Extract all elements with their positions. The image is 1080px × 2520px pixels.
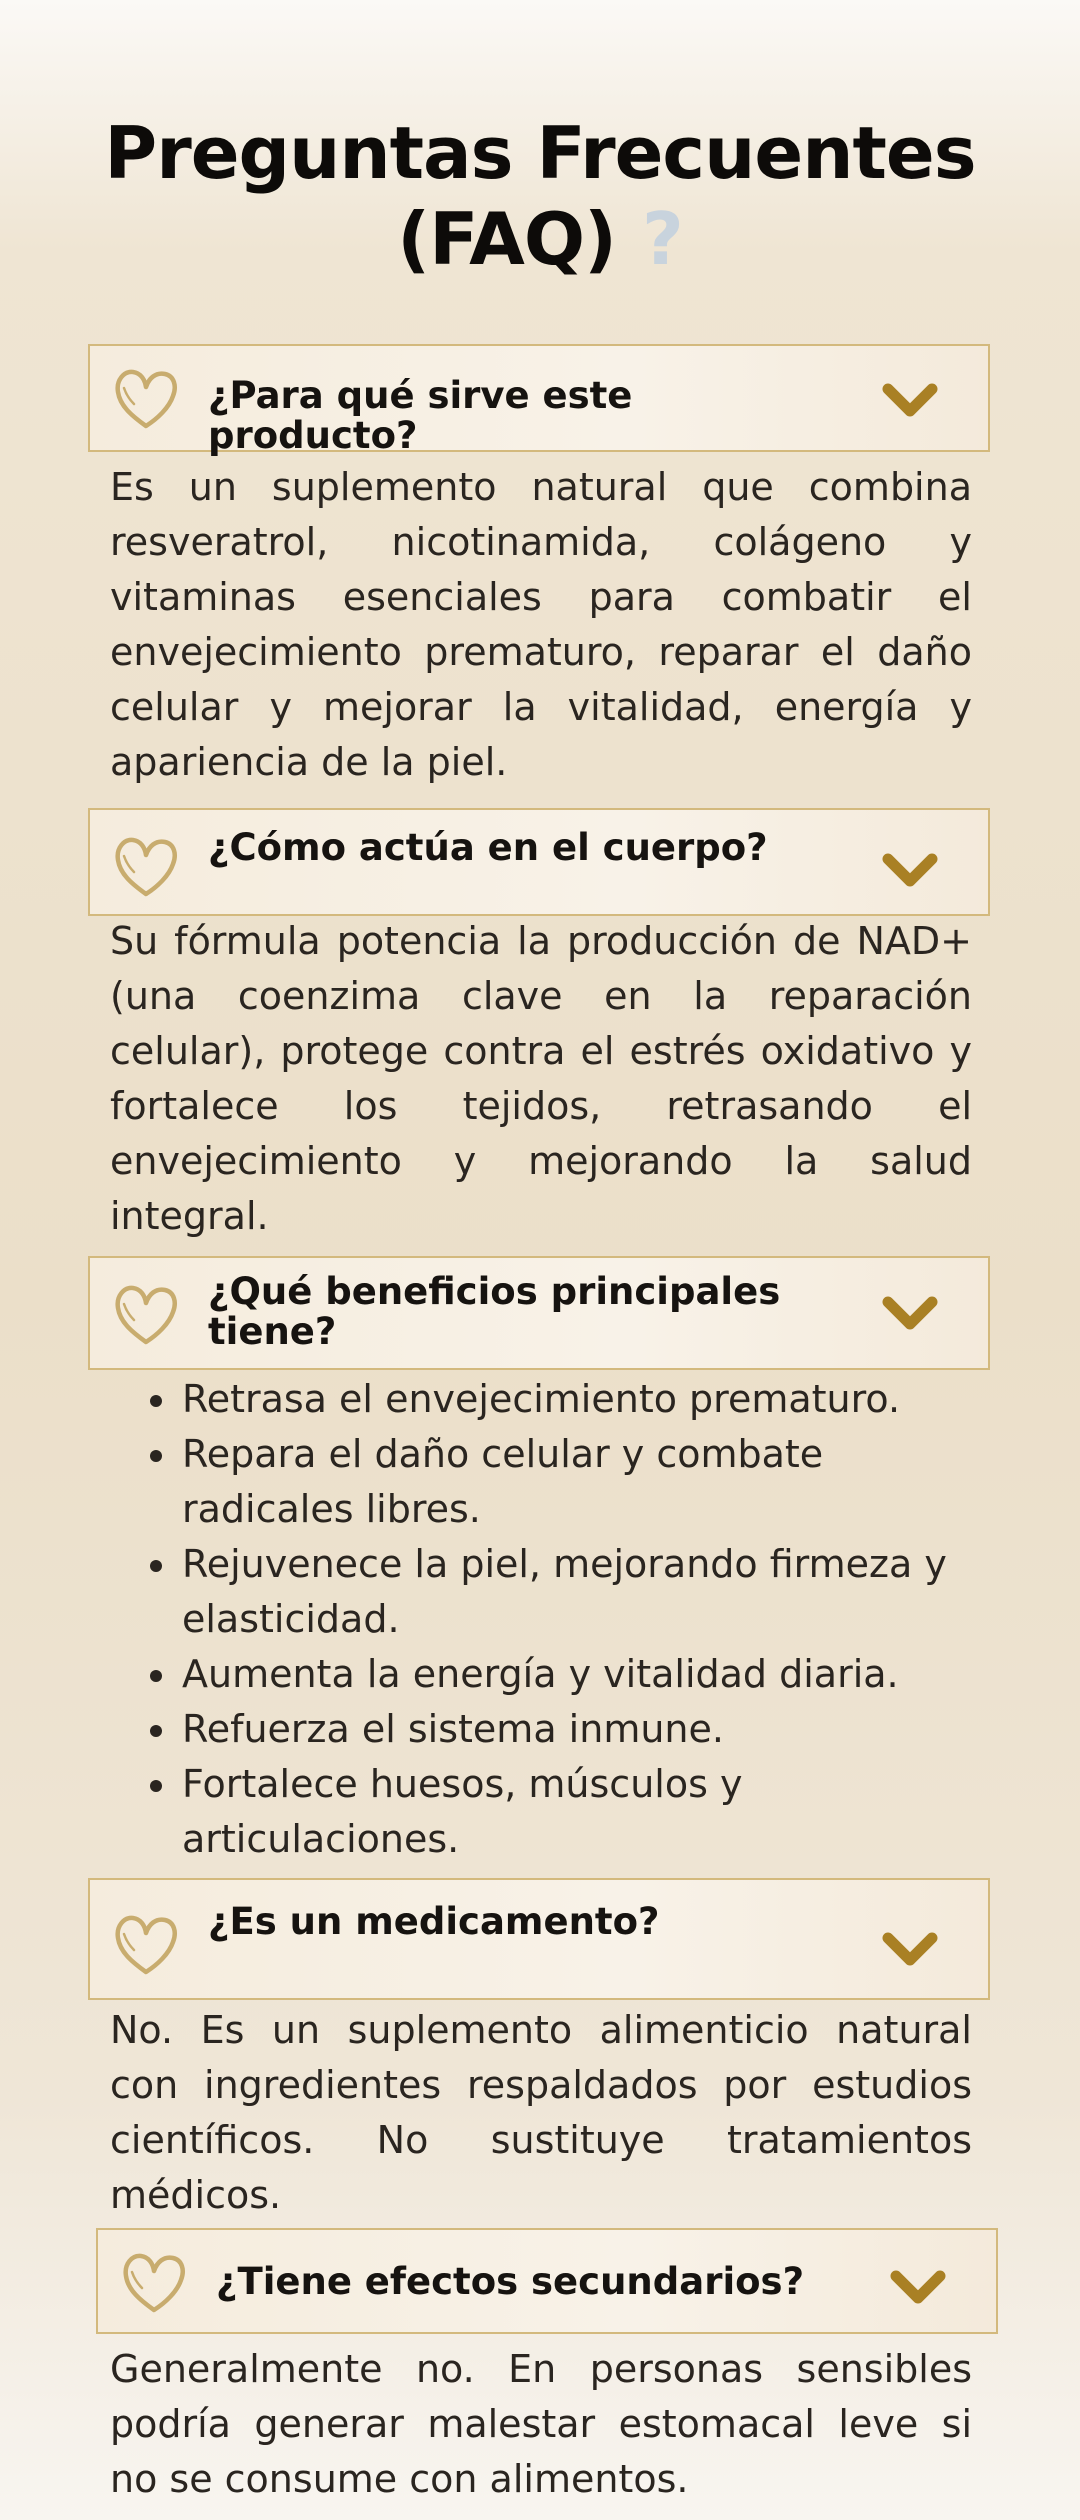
faq-answer-2: Su fórmula potencia la producción de NAD+ (una coenzima clave en la reparación celular), protege contra el estrés oxidativo y fortalece los tejidos, retrasando el envejecimiento y mejorando la salud integral. <box>110 919 972 1238</box>
benefit-item: • Refuerza el sistema inmune. <box>180 1702 972 1757</box>
faq-question-5[interactable] <box>96 2228 998 2334</box>
benefit-item: • Repara el daño celular y combate radicales libres. <box>180 1427 972 1537</box>
faq-answer-4: No. Es un suplemento alimenticio natural con ingredientes respaldados por estudios científicos. No sustituye tratamientos médicos. <box>110 2008 972 2217</box>
heart-icon <box>112 364 182 434</box>
faq-question-1-label: ¿Para qué sirve este producto? <box>208 374 633 457</box>
heart-icon <box>112 1910 182 1980</box>
benefits-list <box>110 1372 972 1867</box>
chevron-down-icon[interactable] <box>882 383 938 421</box>
benefit-item: • Fortalece huesos, músculos y articulaciones. <box>180 1757 972 1867</box>
faq-question-3[interactable] <box>88 1256 990 1370</box>
page-title-line1: Preguntas Frecuentes <box>104 111 976 195</box>
faq-question-1[interactable] <box>88 344 990 457</box>
benefit-item: • Retrasa el envejecimiento prematuro. <box>180 1372 972 1427</box>
heart-icon <box>120 2248 190 2318</box>
faq-question-4-label: ¿Es un medicamento? <box>208 1900 660 1943</box>
page-title-line2-row <box>0 196 1080 282</box>
chevron-down-icon[interactable] <box>882 1296 938 1334</box>
faq-answer-3 <box>110 1372 972 1867</box>
benefit-item: • Aumenta la energía y vitalidad diaria. <box>180 1647 972 1702</box>
chevron-down-icon[interactable] <box>890 2270 946 2308</box>
faq-answer-5: Generalmente no. En personas sensibles podría generar malestar estomacal leve si no se consume con alimentos. <box>110 2347 972 2501</box>
faq-question-3-label: ¿Qué beneficios principales tiene? <box>208 1270 781 1353</box>
chevron-down-icon[interactable] <box>882 1932 938 1970</box>
question-mark-icon: ? <box>641 197 683 281</box>
benefit-item: • Rejuvenece la piel, mejorando firmeza y elasticidad. <box>180 1537 972 1647</box>
faq-question-5-label: ¿Tiene efectos secundarios? <box>216 2260 805 2303</box>
heart-icon <box>112 1280 182 1350</box>
heart-icon <box>112 832 182 902</box>
faq-answer-1: Es un suplemento natural que combina resveratrol, nicotinamida, colágeno y vitaminas esenciales para combatir el envejecimiento prematuro, reparar el daño celular y mejorar la vitalidad, energía y apariencia de la piel. <box>110 465 972 784</box>
chevron-down-icon[interactable] <box>882 853 938 891</box>
faq-question-4[interactable] <box>88 1878 990 2000</box>
faq-question-2-label: ¿Cómo actúa en el cuerpo? <box>208 826 768 869</box>
faq-question-2[interactable] <box>88 808 990 916</box>
page-title <box>0 110 1080 282</box>
page-title-line2: (FAQ) <box>397 197 616 281</box>
